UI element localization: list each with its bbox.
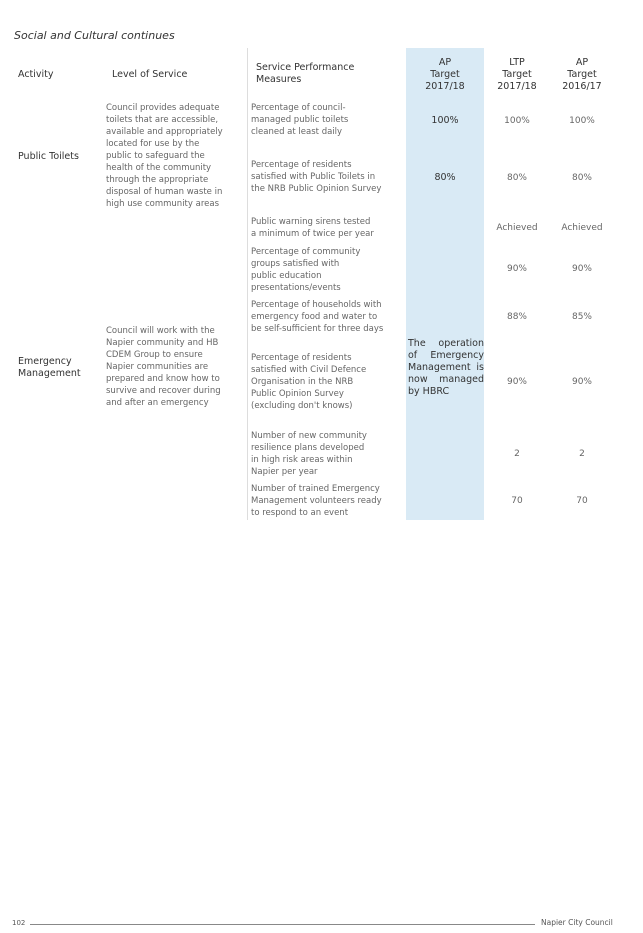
value-ltp-2017-18: 80% [506,173,527,183]
value-ltp-2017-18: 100% [504,116,530,126]
level-public-toilets: Council provides adequate toilets that are accessible, available and appropriately located for use by the public to safeguard the health of the community through the appropriate disposal of human waste in high use community areas [106,103,223,209]
header-ap-2016-17: AP Target 2016/17 [562,57,602,92]
activity-public-toilets: Public Toilets [18,151,79,162]
measure-households-self-sufficient: Percentage of households with emergency food and water to be self-sufficient for three days [251,300,384,334]
footer-organisation: Napier City Council [541,918,613,927]
value-ltp-2017-18: 2 [514,449,520,459]
column-divider [247,48,248,520]
value-ap-2016-17: Achieved [561,223,603,233]
value-ap-2017-18: 100% [431,115,459,126]
measure-toilets-satisfaction: Percentage of residents satisfied with Public Toilets in the NRB Public Opinion Survey [251,160,382,194]
header-ltp-2017-18: LTP Target 2017/18 [497,57,537,92]
section-title: Social and Cultural continues [14,29,175,42]
measure-toilets-cleaned: Percentage of council- managed public toilets cleaned at least daily [251,103,349,137]
page-number: 102 [12,919,26,927]
header-ap-2017-18: AP Target 2017/18 [425,57,465,92]
value-ltp-2017-18: 70 [511,496,523,506]
value-ltp-2017-18: 88% [506,312,527,322]
value-ap-2016-17: 80% [571,173,592,183]
value-ap-2016-17: 85% [571,312,592,322]
value-ap-2016-17: 90% [571,377,592,387]
measure-resilience-plans: Number of new community resilience plans developed in high risk areas within Napier per year [251,431,367,477]
value-ltp-2017-18: 90% [506,377,527,387]
measure-civil-defence-satisfaction: Percentage of residents satisfied with Civil Defence Organisation in the NRB Public Opinion Survey (excluding don't knows) [251,353,367,411]
header-level-of-service: Level of Service [112,69,188,80]
level-emergency-management: Council will work with the Napier community and HB CDEM Group to ensure Napier communities are prepared and know how to survive and recover during and after an emergency [106,326,221,408]
footer-rule [30,924,535,925]
emergency-hbrc-note: The operation of Emergency Management is now managed by HBRC [408,338,484,397]
measure-trained-volunteers: Number of trained Emergency Management volunteers ready to respond to an event [251,484,382,518]
measure-sirens-tested: Public warning sirens tested a minimum of twice per year [251,217,374,239]
value-ap-2016-17: 2 [579,449,585,459]
measure-community-groups-satisfied: Percentage of community groups satisfied with public education presentations/events [251,247,361,293]
value-ltp-2017-18: Achieved [496,223,538,233]
header-measures: Service Performance Measures [256,62,355,85]
value-ap-2016-17: 90% [571,264,592,274]
value-ap-2016-17: 70 [576,496,588,506]
value-ltp-2017-18: 90% [506,264,527,274]
value-ap-2017-18: 80% [434,172,456,183]
header-activity: Activity [18,69,54,80]
value-ap-2016-17: 100% [569,116,595,126]
activity-emergency-management: Emergency Management [18,356,81,379]
